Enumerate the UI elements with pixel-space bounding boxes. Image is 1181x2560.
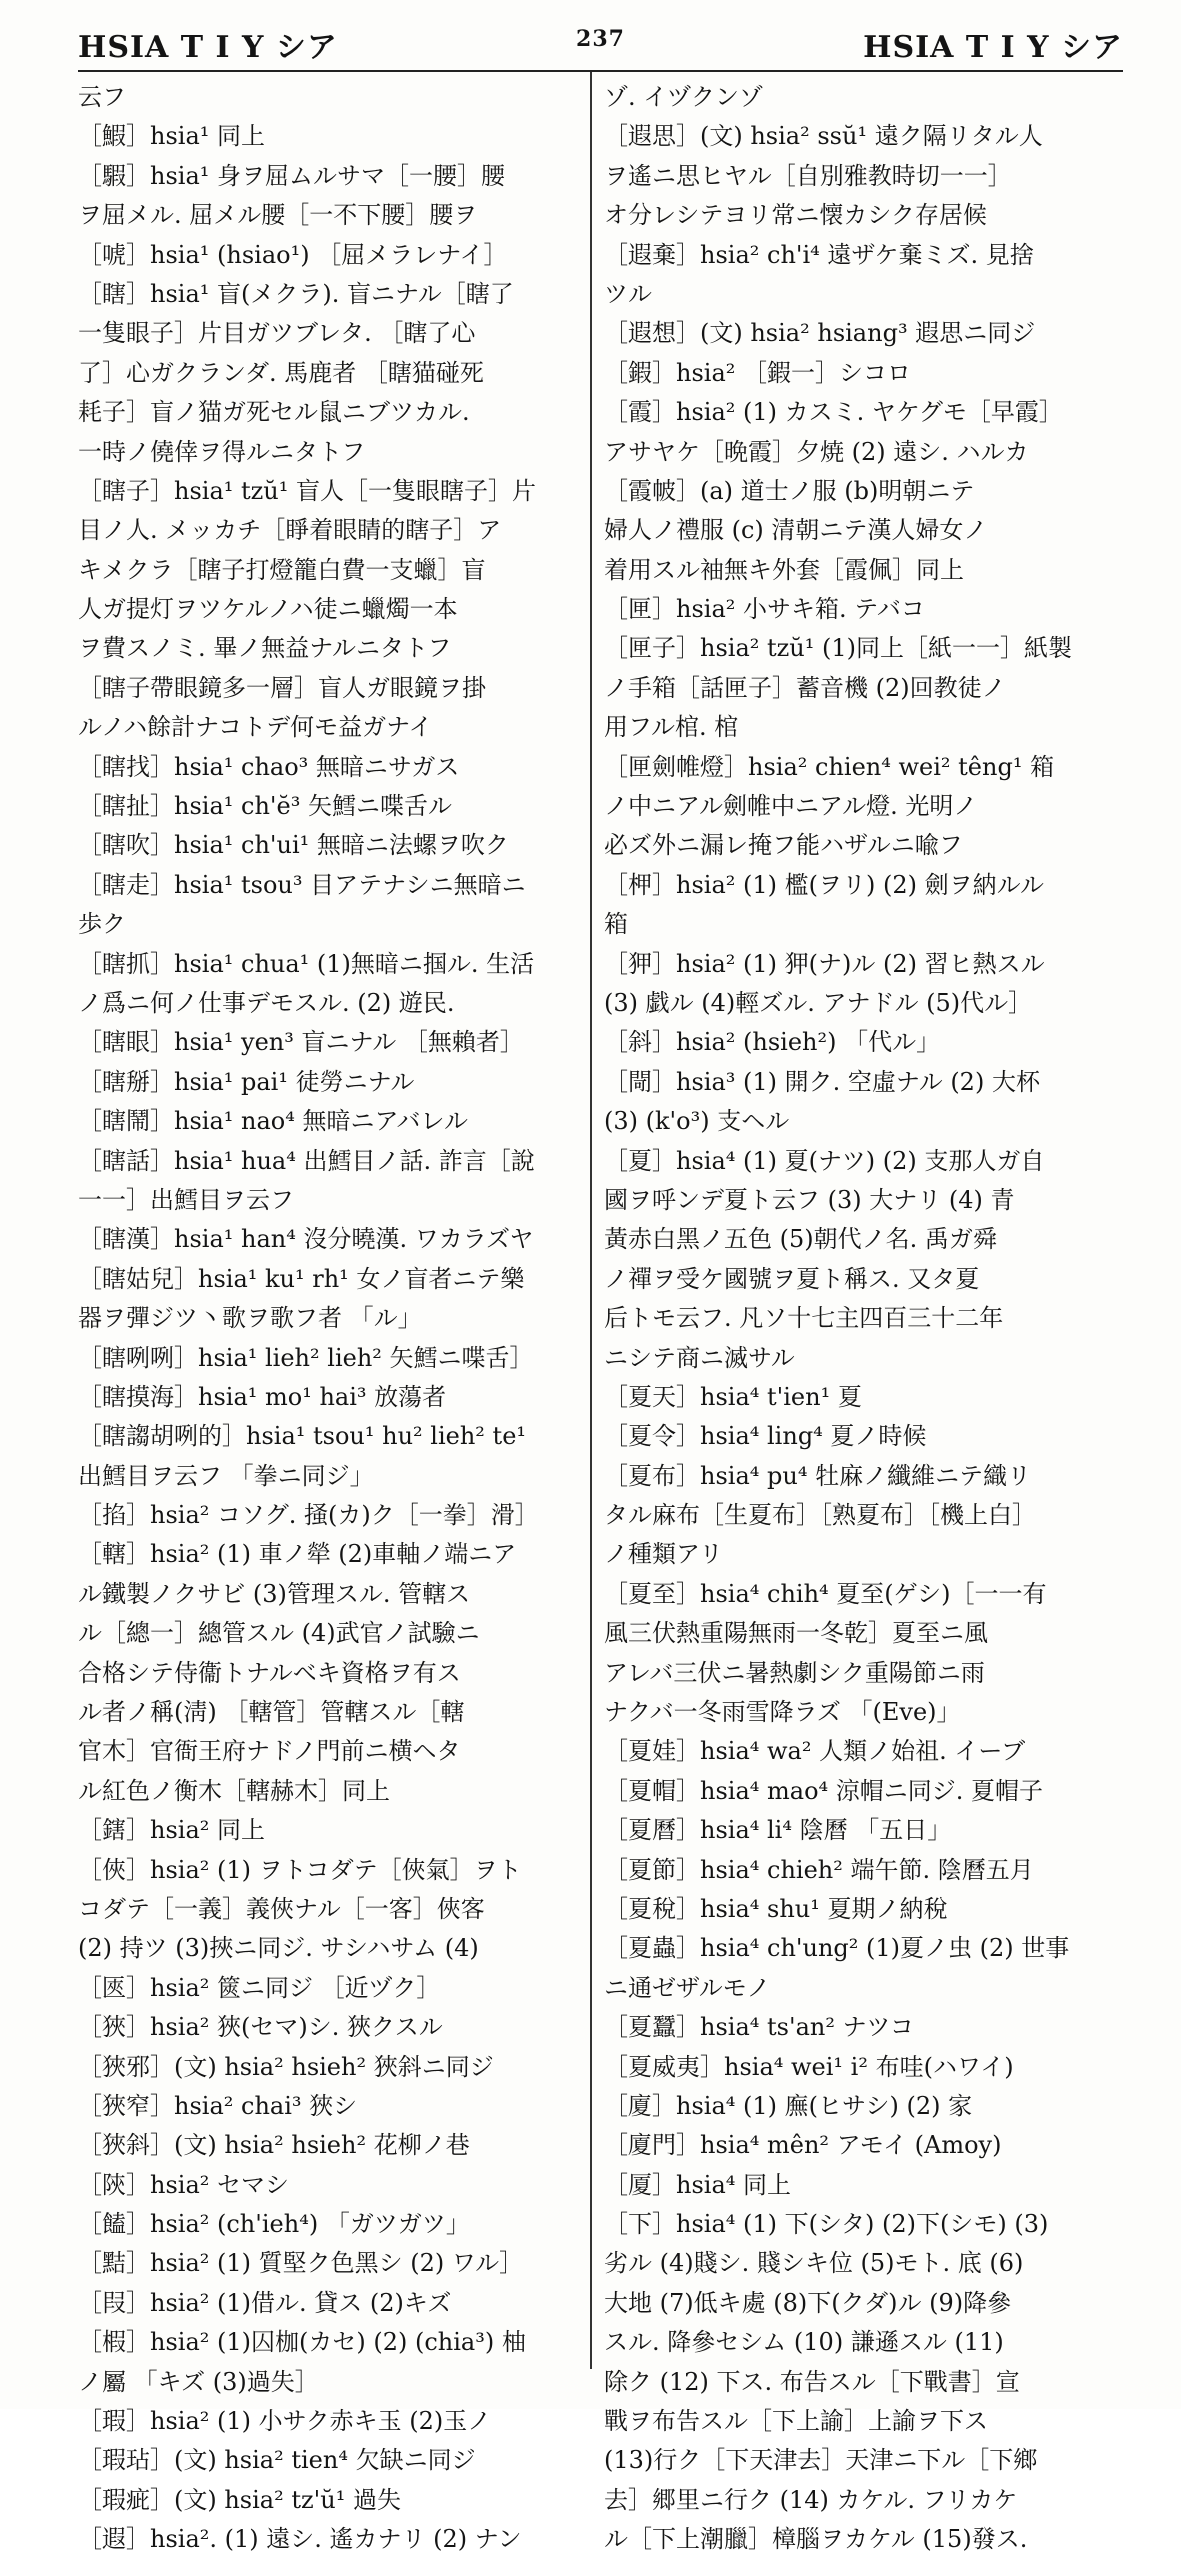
dictionary-line: ［遐思］(文) hsia² ssŭ¹ 遠ク隔リタル人 bbox=[604, 122, 1043, 151]
dictionary-line: 劣ル (4)賤シ. 賤シキ位 (5)モト. 底 (6) bbox=[604, 2249, 1024, 2278]
dictionary-line: ヲ費スノミ. 畢ノ無益ナルニタトフ bbox=[78, 634, 452, 663]
dictionary-line: ナクバ一冬雨雪降ラズ 「(Eve)」 bbox=[604, 1698, 961, 1727]
dictionary-line: 戰ヲ布告スル［下上諭］上諭ヲ下ス bbox=[604, 2407, 988, 2436]
dictionary-line: ［瞎吹］hsia¹ ch'ui¹ 無暗ニ法螺ヲ吹ク bbox=[78, 831, 509, 860]
dictionary-line: (3) 戯ル (4)輕ズル. アナドル (5)代ル］ bbox=[604, 988, 1033, 1017]
dictionary-line: ノ屬 「キズ (3)過失］ bbox=[78, 2367, 319, 2396]
dictionary-line: ［轄］hsia² (1) 車ノ犖 (2)車軸ノ端ニア bbox=[78, 1540, 517, 1569]
dictionary-line: ル［下上潮臘］樟腦ヲカケル (15)發ス. bbox=[604, 2525, 1028, 2554]
dictionary-line: ノ手箱［話匣子］蓄音機 (2)回教徒ノ bbox=[604, 673, 1006, 702]
dictionary-line: コダテ［一義］義俠ナル［一客］俠客 bbox=[78, 1894, 485, 1923]
dictionary-line: ［瞎姑兒］hsia¹ ku¹ rh¹ 女ノ盲者ニテ樂 bbox=[78, 1264, 525, 1293]
page-header bbox=[78, 22, 1123, 66]
dictionary-line: ［瑕疵］(文) hsia² tz'ŭ¹ 過失 bbox=[78, 2485, 401, 2514]
dictionary-line: ［閜］hsia³ (1) 開ク. 空虛ナル (2) 大杯 bbox=[604, 1067, 1040, 1096]
dictionary-line: 必ズ外ニ漏レ掩フ能ハザルニ喩フ bbox=[604, 831, 963, 860]
dictionary-line: ［叚］hsia² (1)借ル. 貸ス (2)キズ bbox=[78, 2288, 452, 2317]
dictionary-line: ［瑕玷］(文) hsia² tien⁴ 欠缺ニ同ジ bbox=[78, 2446, 476, 2475]
dictionary-line: 國ヲ呼ンデ夏ト云フ (3) 大ナリ (4) 青 bbox=[604, 1185, 1015, 1214]
dictionary-line: ノ中ニアル劍帷中ニアル燈. 光明ノ bbox=[604, 792, 978, 821]
dictionary-line: ［椵］hsia² (1)囚枷(カセ) (2) (chia³) 柚 bbox=[78, 2328, 526, 2357]
dictionary-line: ［霞帔］(a) 道士ノ服 (b)明朝ニテ bbox=[604, 476, 975, 505]
dictionary-line: 出鱈目ヲ云フ 「拳ニ同ジ」 bbox=[78, 1461, 374, 1490]
dictionary-line: 風三伏熱重陽無雨一冬乾］夏至ニ風 bbox=[604, 1619, 988, 1648]
dictionary-line: 婦人ノ禮服 (c) 清朝ニテ漢人婦女ノ bbox=[604, 516, 988, 545]
dictionary-line: ［瞎抓］hsia¹ chua¹ (1)無暗ニ掴ル. 生活 bbox=[78, 949, 535, 978]
dictionary-line: ［瞎子］hsia¹ tzŭ¹ 盲人［一隻眼瞎子］片 bbox=[78, 476, 537, 505]
column-divider bbox=[590, 72, 592, 2369]
dictionary-line: ［柙］hsia² (1) 檻(ヲリ) (2) 劍ヲ納ルル bbox=[604, 870, 1045, 899]
dictionary-line: 除ク (12) 下ス. 布告スル［下戰書］宣 bbox=[604, 2367, 1020, 2396]
dictionary-line: (2) 持ツ (3)挾ニ同ジ. サシハサム (4) bbox=[78, 1934, 479, 1963]
dictionary-line: ［夏稅］hsia⁴ shu¹ 夏期ノ納稅 bbox=[604, 1894, 948, 1923]
dictionary-line: (3) (k'o³) 支ヘル bbox=[604, 1107, 790, 1136]
dictionary-line: アサヤケ［晩霞］夕焼 (2) 遠シ. ハルカ bbox=[604, 437, 1029, 466]
page-number: 237 bbox=[576, 26, 625, 52]
dictionary-line: ノ種類アリ bbox=[604, 1540, 724, 1569]
dictionary-line: 合格シテ侍衞トナルベキ資格ヲ有ス bbox=[78, 1658, 461, 1687]
dictionary-line: アレバ三伏ニ暑熱劇シク重陽節ニ雨 bbox=[604, 1658, 985, 1687]
dictionary-line: 去］郷里ニ行ク (14) カケル. フリカケ bbox=[604, 2485, 1018, 2514]
dictionary-line: 黃赤白黑ノ五色 (5)朝代ノ名. 禹ガ舜 bbox=[604, 1225, 997, 1254]
dictionary-line: ［厦］hsia⁴ 同上 bbox=[604, 2170, 792, 2199]
dictionary-line: ［鰕］hsia¹ 同上 bbox=[78, 122, 266, 151]
dictionary-line: ツル bbox=[604, 279, 652, 308]
dictionary-line: ニシテ商ニ滅サル bbox=[604, 1343, 795, 1372]
dictionary-line: ［狎］hsia² (1) 狎(ナ)ル (2) 習ヒ熱スル bbox=[604, 949, 1045, 978]
dictionary-line: ［夏節］hsia⁴ chieh² 端午節. 陰曆五月 bbox=[604, 1855, 1034, 1884]
dictionary-line: ［瞎走］hsia¹ tsou³ 目アテナシニ無暗ニ bbox=[78, 870, 526, 899]
dictionary-line: ［瞎扯］hsia¹ ch'ĕ³ 矢鱈ニ喋舌ル bbox=[78, 792, 452, 821]
dictionary-line: ［夏令］hsia⁴ ling⁴ 夏ノ時候 bbox=[604, 1422, 927, 1451]
dictionary-line: ［匣劍帷燈］hsia² chien⁴ wei² têng¹ 箱 bbox=[604, 752, 1055, 781]
dictionary-line: 器ヲ彈ジツ丶歌ヲ歌フ者 「ル」 bbox=[78, 1304, 422, 1333]
dictionary-line: 歩ク bbox=[78, 910, 126, 939]
dictionary-line: 人ガ提灯ヲツケルノハ徒ニ蠟燭一本 bbox=[78, 595, 458, 624]
dictionary-line: ［唬］hsia¹ (hsiao¹) ［屈メラレナイ］ bbox=[78, 240, 508, 269]
dictionary-line: ［瞎漢］hsia¹ han⁴ 沒分曉漢. ワカラズヤ bbox=[78, 1225, 534, 1254]
header-right-guideword: HSIA T I Y シア bbox=[863, 30, 1123, 65]
dictionary-line: ［匣］hsia² 小サキ箱. テバコ bbox=[604, 595, 925, 624]
dictionary-line: ［遐想］(文) hsia² hsiang³ 遐思ニ同ジ bbox=[604, 319, 1036, 348]
dictionary-line: 了］心ガクランダ. 馬鹿者 ［瞎猫碰死 bbox=[78, 358, 484, 387]
dictionary-line: キメクラ［瞎子打燈籠白費一支蠟］盲 bbox=[78, 555, 486, 584]
dictionary-line: ［瞎掰］hsia¹ pai¹ 徒勞ニナル bbox=[78, 1067, 415, 1096]
dictionary-line: ノ爲ニ何ノ仕事デモスル. (2) 遊民. bbox=[78, 988, 455, 1017]
dictionary-line: ［斜］hsia² (hsieh²) 「代ル」 bbox=[604, 1028, 941, 1057]
dictionary-line: 大地 (7)低キ處 (8)下(クダ)ル (9)降參 bbox=[604, 2288, 1012, 2317]
dictionary-line: ［遐］hsia². (1) 遠シ. 遙カナリ (2) ナン bbox=[78, 2525, 522, 2554]
dictionary-line: オ分レシテヨリ常ニ懐カシク存居候 bbox=[604, 201, 987, 230]
dictionary-line: ［遐棄］hsia² ch'i⁴ 遠ザケ棄ミズ. 見捨 bbox=[604, 240, 1034, 269]
dictionary-line: 官木］官衙王府ナドノ門前ニ横ヘタ bbox=[78, 1737, 461, 1766]
dictionary-line: ［狹］hsia² 狹(セマ)シ. 狹クスル bbox=[78, 2013, 443, 2042]
dictionary-line: ［霞］hsia² (1) カスミ. ヤケグモ［早霞］ bbox=[604, 398, 1063, 427]
dictionary-line: ［夏布］hsia⁴ pu⁴ 牡麻ノ纖維ニテ織リ bbox=[604, 1461, 1032, 1490]
dictionary-line: ［夏蟲］hsia⁴ ch'ung² (1)夏ノ虫 (2) 世事 bbox=[604, 1934, 1070, 1963]
dictionary-line: ［狹窄］hsia² chai³ 狹シ bbox=[78, 2091, 358, 2120]
dictionary-line: (13)行ク［下天津去］天津ニ下ル［下鄉 bbox=[604, 2446, 1038, 2475]
header-rule bbox=[78, 70, 1123, 72]
dictionary-line: ［夏］hsia⁴ (1) 夏(ナツ) (2) 支那人ガ自 bbox=[604, 1146, 1045, 1175]
dictionary-line: ノ禪ヲ受ケ國號ヲ夏ト稱ス. 又タ夏 bbox=[604, 1264, 980, 1293]
dictionary-line: ルノハ餘計ナコトデ何モ益ガナイ bbox=[78, 713, 433, 742]
dictionary-line: 耗子］盲ノ猫ガ死セル鼠ニブツカル. bbox=[78, 398, 470, 427]
dictionary-line: ［夏至］hsia⁴ chih⁴ 夏至(ゲシ)［一一有 bbox=[604, 1579, 1047, 1608]
dictionary-line: 用フル棺. 棺 bbox=[604, 713, 739, 742]
dictionary-line: 箱 bbox=[604, 910, 628, 939]
dictionary-line: 一時ノ僥倖ヲ得ルニタトフ bbox=[78, 437, 366, 466]
header-left-guideword: HSIA T I Y シア bbox=[78, 30, 338, 65]
dictionary-line: ［夏帽］hsia⁴ mao⁴ 涼帽ニ同ジ. 夏帽子 bbox=[604, 1776, 1044, 1805]
dictionary-line: ［瞎鬧］hsia¹ nao⁴ 無暗ニアバレル bbox=[78, 1107, 468, 1136]
dictionary-line: ［陝］hsia² セマシ bbox=[78, 2170, 290, 2199]
dictionary-line: 着用スル袖無キ外套［霞佩］同上 bbox=[604, 555, 964, 584]
dictionary-line: ［黠］hsia² (1) 質堅ク色黑シ (2) ワル］ bbox=[78, 2249, 524, 2278]
dictionary-line: ［瞎摸海］hsia¹ mo¹ hai³ 放蕩者 bbox=[78, 1382, 447, 1411]
dictionary-line: ル紅色ノ衡木［轄赫木］同上 bbox=[78, 1776, 390, 1805]
dictionary-line: ［匧］hsia² 篋ニ同ジ ［近ヅク］ bbox=[78, 1973, 441, 2002]
dictionary-line: ［狹邪］(文) hsia² hsieh² 狹斜ニ同ジ bbox=[78, 2052, 494, 2081]
dictionary-line: ［下］hsia⁴ (1) 下(シタ) (2)下(シモ) (3) bbox=[604, 2210, 1049, 2239]
dictionary-line: 云フ bbox=[78, 83, 126, 111]
dictionary-line: ヲ遙ニ思ヒヤル［自別雅教時切一一］ bbox=[604, 161, 1012, 190]
dictionary-line: スル. 降參セシム (10) 謙遜スル (11) bbox=[604, 2328, 1004, 2357]
dictionary-line: ［匣子］hsia² tzŭ¹ (1)同上［紙一一］紙製 bbox=[604, 634, 1072, 663]
dictionary-line: ［廈門］hsia⁴ mên² アモイ (Amoy) bbox=[604, 2131, 1002, 2160]
dictionary-line: 后トモ云フ. 凡ソ十七主四百三十二年 bbox=[604, 1304, 1004, 1333]
dictionary-line: ［狹斜］(文) hsia² hsieh² 花柳ノ巷 bbox=[78, 2131, 470, 2160]
dictionary-line: ル鐵製ノクサビ (3)管理スル. 管轄ス bbox=[78, 1579, 471, 1608]
dictionary-line: ［夏曆］hsia⁴ li⁴ 陰曆 「五日」 bbox=[604, 1816, 952, 1845]
dictionary-line: ［夏蠶］hsia⁴ ts'an² ナツコ bbox=[604, 2013, 914, 2042]
dictionary-line: ［掐］hsia² コソグ. 掻(カ)ク［一拳］滑］ bbox=[78, 1501, 539, 1530]
dictionary-line: ［夏娃］hsia⁴ wa² 人類ノ始祖. イーブ bbox=[604, 1737, 1026, 1766]
dictionary-line: ［瞎話］hsia¹ hua⁴ 出鱈目ノ話. 詐言［說 bbox=[78, 1146, 535, 1175]
dictionary-line: ル［總一］總管スル (4)武官ノ試驗ニ bbox=[78, 1619, 480, 1648]
dictionary-line: 目ノ人. メッカチ［睜着眼睛的瞎子］ア bbox=[78, 516, 502, 545]
dictionary-line: 一隻眼子］片目ガツブレタ. ［瞎了心 bbox=[78, 319, 476, 348]
dictionary-line: ニ通ゼザルモノ bbox=[604, 1973, 771, 2002]
dictionary-line: ［饁］hsia² (ch'ieh⁴) 「ガツガツ」 bbox=[78, 2210, 470, 2239]
dictionary-line: ［瞎找］hsia¹ chao³ 無暗ニサガス bbox=[78, 752, 460, 781]
dictionary-line: ［瑕］hsia² (1) 小サク赤キ玉 (2)玉ノ bbox=[78, 2407, 492, 2436]
dictionary-line: ［夏威夷］hsia⁴ wei¹ i² 布哇(ハワイ) bbox=[604, 2052, 1014, 2081]
dictionary-line: ［瞎眼］hsia¹ yen³ 盲ニナル ［無賴者］ bbox=[78, 1028, 524, 1057]
dictionary-line: ［夏天］hsia⁴ t'ien¹ 夏 bbox=[604, 1382, 862, 1411]
dictionary-line: ［瞎］hsia¹ 盲(メクラ). 盲ニナル［瞎了 bbox=[78, 279, 514, 308]
dictionary-line: ［廈］hsia⁴ (1) 廡(ヒサシ) (2) 家 bbox=[604, 2091, 973, 2120]
dictionary-line: ［鎋］hsia² 同上 bbox=[78, 1816, 266, 1845]
right-column bbox=[604, 78, 1124, 2560]
dictionary-line: ［瞎咧咧］hsia¹ lieh² lieh² 矢鱈ニ喋舌］ bbox=[78, 1343, 534, 1372]
dictionary-line: ［瞎子帶眼鏡多一層］盲人ガ眼鏡ヲ掛 bbox=[78, 673, 486, 702]
dictionary-line: ［騢］hsia¹ 身ヲ屈ムルサマ［一腰］腰 bbox=[78, 161, 506, 190]
dictionary-line: ［鍜］hsia² ［鍜一］シコロ bbox=[604, 358, 912, 387]
dictionary-line: ゾ. イヅクンゾ bbox=[604, 83, 764, 111]
dictionary-line: ル者ノ稱(淸) ［轄管］管轄スル［轄 bbox=[78, 1698, 465, 1727]
dictionary-line: ヲ屈メル. 屈メル腰［一不下腰］腰ヲ bbox=[78, 201, 478, 230]
dictionary-line: ［俠］hsia² (1) ヲトコダテ［俠氣］ヲト bbox=[78, 1855, 522, 1884]
dictionary-line: 一一］出鱈目ヲ云フ bbox=[78, 1185, 294, 1214]
dictionary-line: ［瞎謅胡咧的］hsia¹ tsou¹ hu² lieh² te¹ bbox=[78, 1422, 527, 1451]
dictionary-line: タル麻布［生夏布］［熟夏布］［機上白］ bbox=[604, 1501, 1036, 1530]
left-column bbox=[78, 78, 580, 2560]
